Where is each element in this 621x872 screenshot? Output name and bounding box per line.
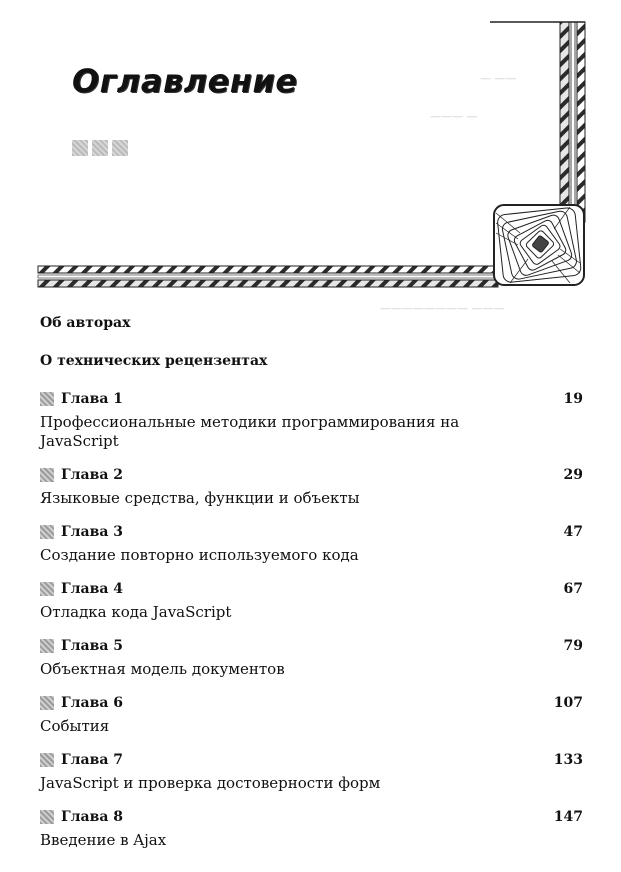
chapter-marker-icon [40, 582, 54, 596]
chapter-label: Глава 5 [61, 638, 124, 654]
vertical-border [490, 22, 585, 222]
chapter-page-number: 147 [553, 809, 583, 825]
chapter-title: Введение в Ajax [40, 831, 167, 849]
chapter-title: Объектная модель документов [40, 660, 285, 678]
chapter-page-number: 19 [563, 391, 583, 407]
chapter-label: Глава 6 [61, 695, 124, 711]
table-of-contents [40, 313, 583, 864]
toc-about-authors[interactable]: Об авторах [40, 315, 131, 331]
show-through-text: — —— [480, 72, 517, 85]
chapter-label: Глава 3 [61, 524, 124, 540]
chapter-page-number: 107 [553, 695, 583, 711]
chapter-title: Языковые средства, функции и объекты [40, 489, 360, 507]
show-through-text: ———————— ——— [380, 302, 505, 315]
toc-chapter-1[interactable] [40, 389, 583, 451]
title-squares-ornament [72, 140, 128, 156]
toc-chapter-6[interactable] [40, 693, 583, 736]
page-title: Оглавление [72, 62, 298, 100]
chapter-label: Глава 1 [61, 391, 124, 407]
chapter-label: Глава 4 [61, 581, 124, 597]
chapter-label: Глава 2 [61, 467, 124, 483]
chapter-title: Отладка кода JavaScript [40, 603, 232, 621]
toc-tech-reviewers[interactable]: О технических рецензентах [40, 353, 268, 369]
chapter-marker-icon [40, 639, 54, 653]
toc-chapter-7[interactable] [40, 750, 583, 793]
chapter-marker-icon [40, 468, 54, 482]
chapter-title: Профессиональные методики программирования на JavaScript [40, 413, 460, 450]
chapter-marker-icon [40, 810, 54, 824]
chapter-page-number: 79 [563, 638, 583, 654]
show-through-text: ——— — [430, 110, 478, 123]
chapter-page-number: 29 [563, 467, 583, 483]
chapter-marker-icon [40, 525, 54, 539]
chapter-page-number: 133 [553, 752, 583, 768]
chapter-page-number: 67 [563, 581, 583, 597]
spiral-ornament [494, 205, 584, 285]
chapter-marker-icon [40, 753, 54, 767]
horizontal-border [38, 266, 498, 287]
chapter-title: JavaScript и проверка достоверности форм [40, 774, 381, 792]
toc-chapter-5[interactable] [40, 636, 583, 679]
chapter-title: Создание повторно используемого кода [40, 546, 359, 564]
toc-chapter-3[interactable] [40, 522, 583, 565]
square-ornament [112, 140, 128, 156]
chapter-marker-icon [40, 696, 54, 710]
toc-chapter-2[interactable] [40, 465, 583, 508]
chapter-marker-icon [40, 392, 54, 406]
chapter-page-number: 47 [563, 524, 583, 540]
square-ornament [72, 140, 88, 156]
toc-chapter-4[interactable] [40, 579, 583, 622]
square-ornament [92, 140, 108, 156]
chapter-label: Глава 7 [61, 752, 124, 768]
chapter-label: Глава 8 [61, 809, 124, 825]
toc-chapter-8[interactable] [40, 807, 583, 850]
chapter-title: События [40, 717, 110, 735]
